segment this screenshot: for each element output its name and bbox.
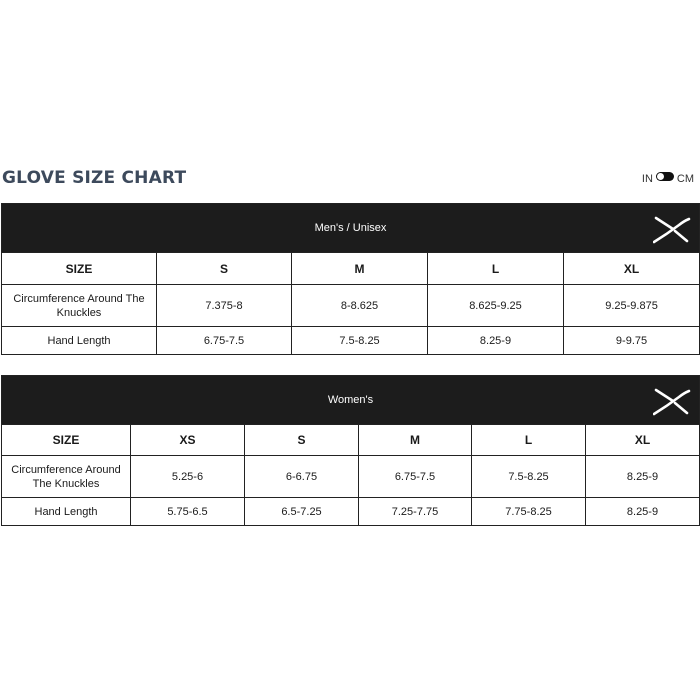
table-row bbox=[2, 327, 700, 355]
womens-size-m: M bbox=[359, 425, 472, 456]
page-title: GLOVE SIZE CHART bbox=[2, 168, 187, 188]
table-cell: 8.25-9 bbox=[586, 456, 700, 498]
womens-size-xs: XS bbox=[131, 425, 245, 456]
table-cell: 8-8.625 bbox=[292, 285, 428, 327]
table-cell: 7.75-8.25 bbox=[472, 498, 586, 526]
mens-table-heading: Men's / Unisex bbox=[314, 222, 387, 234]
table-cell: 6.75-7.5 bbox=[157, 327, 292, 355]
table-cell: 6.75-7.5 bbox=[359, 456, 472, 498]
mens-size-table bbox=[1, 203, 700, 355]
table-cell: 7.25-7.75 bbox=[359, 498, 472, 526]
table-cell: 9.25-9.875 bbox=[564, 285, 700, 327]
unit-toggle[interactable] bbox=[642, 173, 694, 185]
row-label: Hand Length bbox=[2, 498, 131, 526]
mens-table-banner bbox=[2, 204, 700, 253]
womens-size-header: SIZE bbox=[2, 425, 131, 456]
mens-size-header: SIZE bbox=[2, 253, 157, 285]
womens-size-xl: XL bbox=[586, 425, 700, 456]
table-cell: 8.25-9 bbox=[428, 327, 564, 355]
mens-size-l: L bbox=[428, 253, 564, 285]
womens-size-l: L bbox=[472, 425, 586, 456]
table-cell: 9-9.75 bbox=[564, 327, 700, 355]
womens-size-s: S bbox=[245, 425, 359, 456]
table-cell: 5.75-6.5 bbox=[131, 498, 245, 526]
table-cell: 6-6.75 bbox=[245, 456, 359, 498]
table-cell: 7.5-8.25 bbox=[472, 456, 586, 498]
womens-table-heading: Women's bbox=[327, 394, 374, 406]
table-cell: 8.25-9 bbox=[586, 498, 700, 526]
brand-logo-icon bbox=[653, 216, 691, 244]
row-label: Hand Length bbox=[2, 327, 157, 355]
toggle-switch-icon[interactable] bbox=[656, 172, 674, 181]
table-row bbox=[2, 456, 700, 498]
brand-logo-icon bbox=[653, 388, 691, 416]
table-row bbox=[2, 498, 700, 526]
row-label: Circumference Around The Knuckles bbox=[2, 456, 131, 498]
table-cell: 6.5-7.25 bbox=[245, 498, 359, 526]
mens-size-xl: XL bbox=[564, 253, 700, 285]
mens-size-m: M bbox=[292, 253, 428, 285]
row-label: Circumference Around The Knuckles bbox=[2, 285, 157, 327]
unit-cm-label: CM bbox=[676, 173, 694, 185]
table-cell: 7.5-8.25 bbox=[292, 327, 428, 355]
mens-size-s: S bbox=[157, 253, 292, 285]
table-cell: 8.625-9.25 bbox=[428, 285, 564, 327]
unit-in-label: IN bbox=[641, 173, 653, 185]
table-cell: 5.25-6 bbox=[131, 456, 245, 498]
table-row bbox=[2, 285, 700, 327]
womens-table-banner bbox=[2, 376, 700, 425]
womens-size-table bbox=[1, 375, 700, 526]
table-cell: 7.375-8 bbox=[157, 285, 292, 327]
